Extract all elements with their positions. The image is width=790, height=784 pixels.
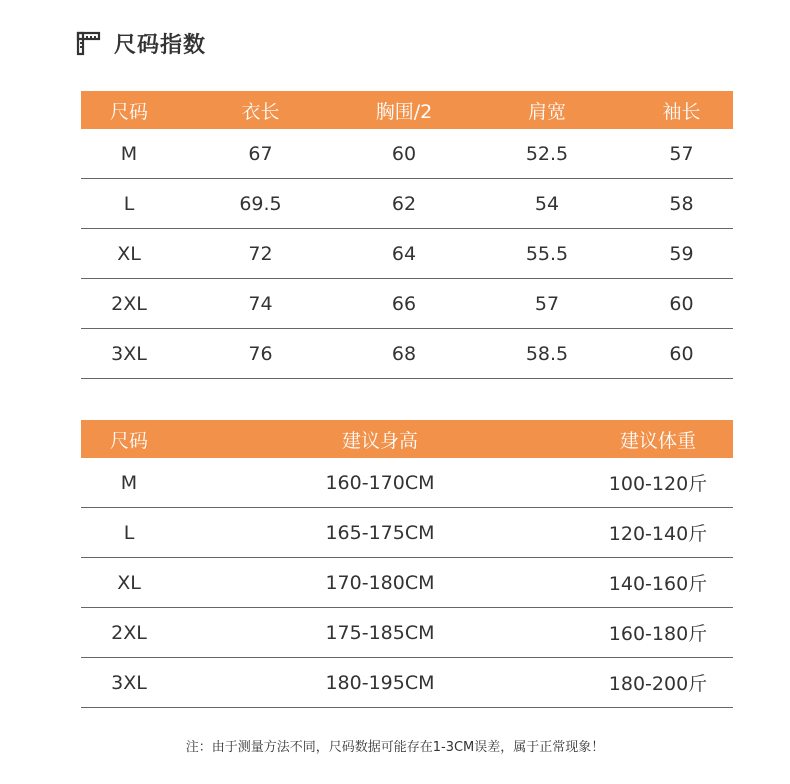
cell-chest: 62 <box>344 179 464 229</box>
header-chest: 胸围/2 <box>344 91 464 129</box>
header-length: 衣长 <box>177 91 344 129</box>
cell-height: 170-180CM <box>177 558 583 608</box>
header-shoulder: 肩宽 <box>464 91 630 129</box>
cell-size: L <box>81 508 177 558</box>
cell-length: 76 <box>177 329 344 379</box>
cell-sleeve: 57 <box>630 129 733 179</box>
table-row <box>81 508 733 558</box>
cell-size: XL <box>81 229 177 279</box>
cell-height: 160-170CM <box>177 458 583 508</box>
cell-weight: 100-120斤 <box>583 458 733 508</box>
table-row <box>81 608 733 658</box>
table-row <box>81 279 733 329</box>
table-header-row <box>81 420 733 458</box>
table-header-row <box>81 91 733 129</box>
cell-height: 175-185CM <box>177 608 583 658</box>
cell-size: 3XL <box>81 329 177 379</box>
cell-sleeve: 60 <box>630 279 733 329</box>
cell-sleeve: 59 <box>630 229 733 279</box>
cell-shoulder: 55.5 <box>464 229 630 279</box>
cell-shoulder: 52.5 <box>464 129 630 179</box>
table-row <box>81 658 733 708</box>
cell-chest: 68 <box>344 329 464 379</box>
table-row <box>81 329 733 379</box>
cell-chest: 64 <box>344 229 464 279</box>
cell-chest: 60 <box>344 129 464 179</box>
cell-shoulder: 54 <box>464 179 630 229</box>
page-title: 尺码指数 <box>114 32 207 58</box>
cell-weight: 180-200斤 <box>583 658 733 708</box>
cell-size: M <box>81 129 177 179</box>
table-row <box>81 129 733 179</box>
size-measurement-table <box>81 91 733 379</box>
cell-length: 74 <box>177 279 344 329</box>
cell-weight: 120-140斤 <box>583 508 733 558</box>
cell-size: 3XL <box>81 658 177 708</box>
cell-weight: 160-180斤 <box>583 608 733 658</box>
cell-length: 67 <box>177 129 344 179</box>
table-row <box>81 458 733 508</box>
cell-size: L <box>81 179 177 229</box>
cell-height: 165-175CM <box>177 508 583 558</box>
measurement-note: 注：由于测量方法不同，尺码数据可能存在1-3CM误差，属于正常现象！ <box>185 740 605 755</box>
table-row <box>81 229 733 279</box>
header-sleeve: 袖长 <box>630 91 733 129</box>
cell-height: 180-195CM <box>177 658 583 708</box>
table-row <box>81 179 733 229</box>
cell-chest: 66 <box>344 279 464 329</box>
cell-size: 2XL <box>81 279 177 329</box>
cell-size: XL <box>81 558 177 608</box>
cell-weight: 140-160斤 <box>583 558 733 608</box>
cell-length: 72 <box>177 229 344 279</box>
cell-shoulder: 58.5 <box>464 329 630 379</box>
cell-length: 69.5 <box>177 179 344 229</box>
cell-size: 2XL <box>81 608 177 658</box>
header-size: 尺码 <box>81 420 177 458</box>
cell-size: M <box>81 458 177 508</box>
ruler-icon <box>76 30 102 56</box>
cell-sleeve: 60 <box>630 329 733 379</box>
cell-shoulder: 57 <box>464 279 630 329</box>
table-row <box>81 558 733 608</box>
header-height: 建议身高 <box>177 420 583 458</box>
section-header <box>76 28 206 58</box>
cell-sleeve: 58 <box>630 179 733 229</box>
header-weight: 建议体重 <box>583 420 733 458</box>
size-recommendation-table <box>81 420 733 708</box>
header-size: 尺码 <box>81 91 177 129</box>
